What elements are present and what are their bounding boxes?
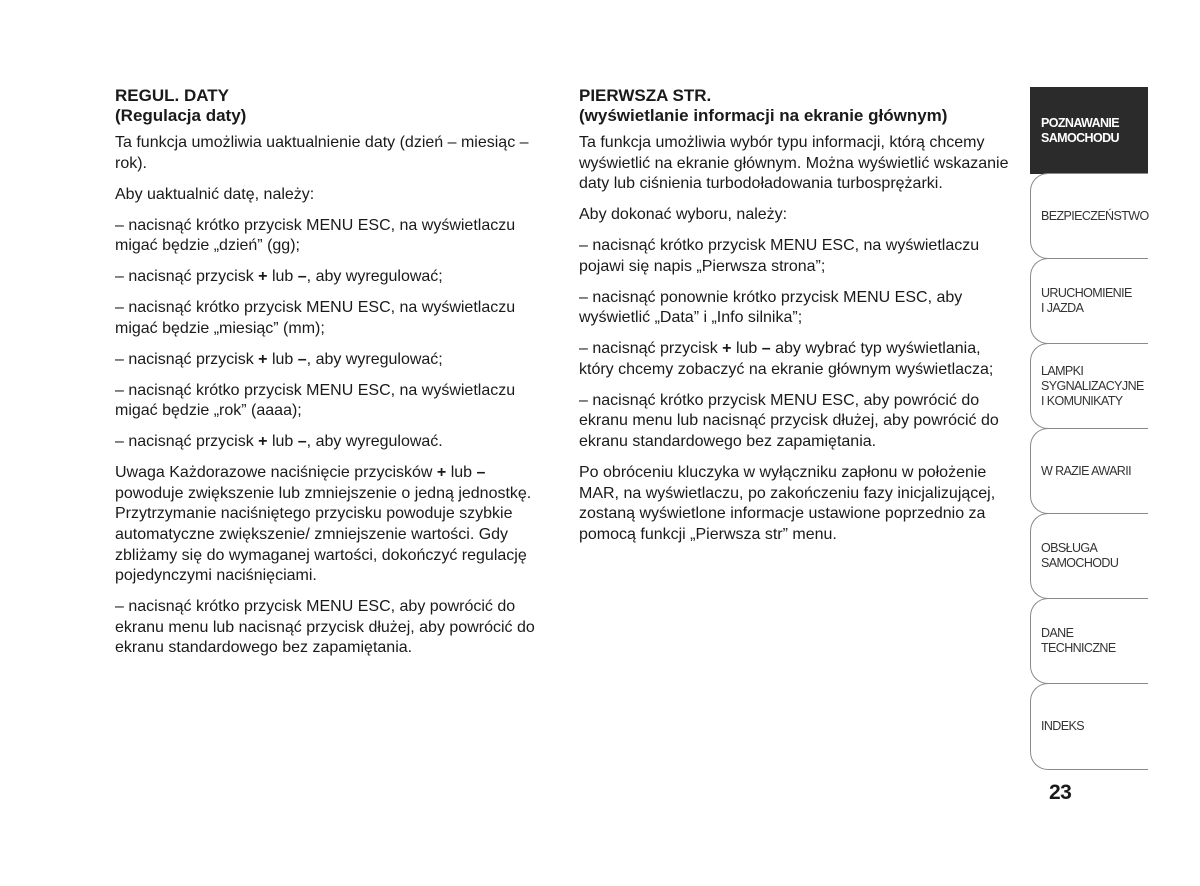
text: – nacisnąć przycisk [115, 350, 259, 368]
section-heading [579, 86, 1019, 126]
minus-symbol: – [297, 350, 307, 368]
tab-label: DANE TECHNICZNE [1041, 626, 1116, 655]
tab-lampki-sygnalizacyjne[interactable] [1030, 343, 1148, 429]
left-column [115, 86, 555, 669]
text: powoduje zwiększenie lub zmniejszenie o jedną jednostkę. Przytrzymanie naciśniętego przycisku powoduje szybkie automatyczne zwiększenie/ zmniejszenie wartości. Gdy zbliżamy się do wymaganej wartości, dokończyć regulację pojedynczymi naciśnięciami. [115, 484, 532, 585]
text: lub [446, 464, 477, 482]
paragraph [115, 350, 555, 371]
text: – nacisnąć przycisk [115, 433, 259, 451]
text: lub [267, 268, 298, 286]
paragraph [115, 432, 555, 453]
text: Uwaga Każdorazowe naciśnięcie przycisków [115, 464, 437, 482]
paragraph: Po obróceniu kluczyka w wyłączniku zapłonu w położenie MAR, na wyświetlaczu, po zakończeniu fazy inicjalizującej, zostaną wyświetlone informacje ustawione poprzednio za pomocą funkcji „Pierwsza str” menu. [579, 464, 996, 543]
tab-label: URUCHOMIENIE I JAZDA [1041, 286, 1132, 315]
text: lub [267, 433, 298, 451]
paragraph: – nacisnąć krótko przycisk MENU ESC, na wyświetlaczu migać będzie „dzień” (gg); [115, 216, 516, 255]
plus-symbol: + [258, 350, 268, 368]
tab-indeks[interactable] [1030, 683, 1148, 770]
minus-symbol: – [297, 268, 307, 286]
tab-label: INDEKS [1041, 719, 1084, 733]
paragraph: Ta funkcja umożliwia wybór typu informacji, którą chcemy wyświetlić na ekranie głównym. Można wyświetlić wskazanie daty lub ciśnienia turbodoładowania turbosprężarki. [579, 134, 1009, 193]
tab-label: POZNAWANIE SAMOCHODU [1041, 115, 1120, 145]
paragraph: – nacisnąć krótko przycisk MENU ESC, na wyświetlaczu pojawi się napis „Pierwsza strona”; [579, 237, 980, 275]
plus-symbol: + [436, 464, 447, 482]
minus-symbol: – [297, 433, 307, 451]
paragraph: – nacisnąć krótko przycisk MENU ESC, na wyświetlaczu migać będzie „miesiąc” (mm); [115, 299, 516, 337]
text: , aby wyregulować. [306, 433, 443, 451]
paragraph: – nacisnąć ponownie krótko przycisk MENU ESC, aby wyświetlić „Data” i „Info silnika”; [579, 288, 963, 327]
text: – nacisnąć przycisk [115, 268, 259, 286]
text: aby wybrać typ wyświetlania, który chcemy zobaczyć na ekranie głównym wyświetlacza; [579, 340, 994, 378]
paragraph: – nacisnąć krótko przycisk MENU ESC, na wyświetlaczu migać będzie „rok” (aaaa); [115, 381, 516, 420]
tab-label: LAMPKI SYGNALIZACYJNE I KOMUNIKATY [1041, 363, 1144, 408]
tab-uruchomienie-i-jazda[interactable] [1030, 258, 1148, 344]
paragraph: – nacisnąć krótko przycisk MENU ESC, aby powrócić do ekranu menu lub nacisnąć przycisk dłużej, aby powrócić do ekranu standardowego bez zapamiętania. [115, 598, 535, 657]
paragraph: Aby uaktualnić datę, należy: [115, 185, 315, 203]
text: lub [731, 340, 762, 358]
section-subtitle: (wyświetlanie informacji na ekranie głównym) [579, 106, 948, 125]
plus-symbol: + [722, 340, 732, 358]
tab-label: OBSŁUGA SAMOCHODU [1041, 541, 1119, 570]
page-number: 23 [1049, 781, 1072, 804]
right-column [579, 86, 1019, 556]
text: lub [267, 350, 298, 368]
minus-symbol: – [476, 464, 486, 482]
text: – nacisnąć przycisk [579, 340, 723, 358]
section-title: REGUL. DATY [115, 86, 229, 105]
paragraph: Aby dokonać wyboru, należy: [579, 206, 788, 224]
tab-poznawanie-samochodu[interactable] [1030, 87, 1148, 174]
section-heading [115, 86, 555, 126]
plus-symbol: + [258, 268, 268, 286]
tab-obsluga-samochodu[interactable] [1030, 513, 1148, 599]
paragraph [115, 267, 555, 288]
text: , aby wyregulować; [306, 350, 443, 368]
section-subtitle: (Regulacja daty) [115, 106, 247, 125]
paragraph: Ta funkcja umożliwia uaktualnienie daty (dzień – miesiąc – rok). [115, 134, 529, 172]
note-paragraph [115, 463, 555, 587]
paragraph: – nacisnąć krótko przycisk MENU ESC, aby powrócić do ekranu menu lub nacisnąć przycisk dłużej, aby powrócić do ekranu standardowego bez zapamiętania. [579, 391, 999, 451]
tab-label: BEZPIECZEŃSTWO [1041, 208, 1149, 223]
section-title: PIERWSZA STR. [579, 86, 712, 105]
tab-dane-techniczne[interactable] [1030, 598, 1148, 684]
chapter-tabs [1030, 88, 1148, 770]
minus-symbol: – [761, 340, 771, 358]
text: , aby wyregulować; [306, 268, 443, 286]
tab-label: W RAZIE AWARII [1041, 463, 1131, 478]
paragraph [579, 339, 1019, 380]
tab-w-razie-awarii[interactable] [1030, 428, 1148, 514]
plus-symbol: + [258, 433, 268, 451]
tab-bezpieczenstwo[interactable] [1030, 173, 1148, 259]
